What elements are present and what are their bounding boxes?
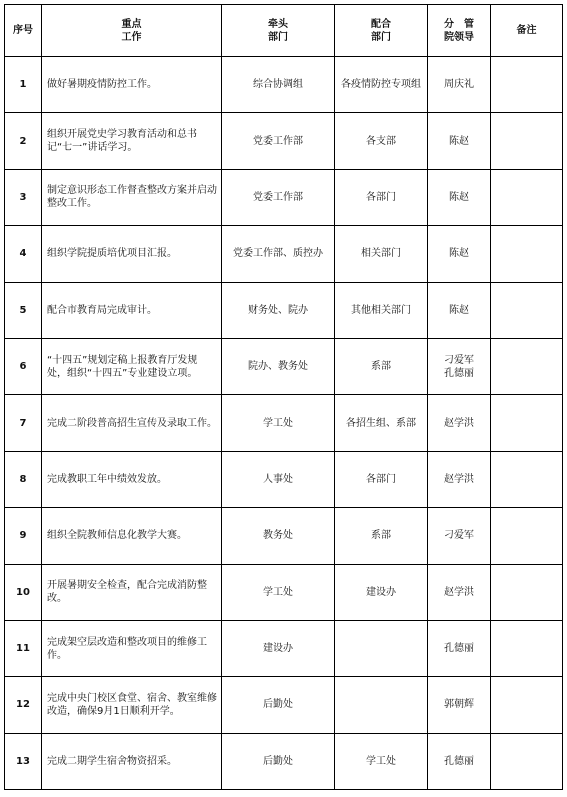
task-cell: 完成教职工年中绩效发放。: [42, 451, 222, 507]
leader-cell: [428, 57, 491, 113]
table-row: [5, 564, 563, 620]
lead-dept-cell: 党委工作部: [222, 113, 335, 169]
header-coop-dept: 配合 部门: [335, 5, 428, 57]
header-row: [5, 5, 563, 57]
leader-name: 陈赵: [449, 304, 469, 316]
row-number: 1: [5, 57, 42, 113]
header-leader: 分 管 院领导: [428, 5, 491, 57]
note-cell: [491, 451, 563, 507]
note-cell: [491, 282, 563, 338]
table-row: [5, 57, 563, 113]
coop-dept-cell: 各部门: [335, 451, 428, 507]
header-note: 备注: [491, 5, 563, 57]
header-task: 重点 工作: [42, 5, 222, 57]
table-row: [5, 338, 563, 394]
task-cell: 制定意识形态工作督查整改方案并启动整改工作。: [42, 169, 222, 225]
note-cell: [491, 226, 563, 282]
table-row: [5, 282, 563, 338]
coop-dept-cell: 建设办: [335, 564, 428, 620]
lead-dept-cell: 人事处: [222, 451, 335, 507]
row-number: 2: [5, 113, 42, 169]
leader-cell: [428, 395, 491, 451]
leader-name: 赵学洪: [444, 473, 474, 485]
row-number: 9: [5, 508, 42, 564]
leader-name: 孔德丽: [444, 367, 474, 379]
coop-dept-cell: 各支部: [335, 113, 428, 169]
leader-cell: [428, 226, 491, 282]
lead-dept-cell: 教务处: [222, 508, 335, 564]
note-cell: [491, 677, 563, 733]
coop-dept-cell: [335, 620, 428, 676]
leader-name: 刁爱军: [444, 530, 474, 542]
task-cell: 完成架空层改造和整改项目的维修工作。: [42, 620, 222, 676]
coop-dept-cell: 学工处: [335, 733, 428, 789]
task-cell: 做好暑期疫情防控工作。: [42, 57, 222, 113]
table-row: [5, 733, 563, 789]
task-cell: 组织学院提质培优项目汇报。: [42, 226, 222, 282]
table-row: [5, 113, 563, 169]
note-cell: [491, 169, 563, 225]
note-cell: [491, 57, 563, 113]
task-cell: “十四五”规划定稿上报教育厅发规处，组织“十四五”专业建设立项。: [42, 338, 222, 394]
leader-name: 周庆礼: [444, 79, 474, 91]
note-cell: [491, 508, 563, 564]
leader-name: 赵学洪: [444, 586, 474, 598]
coop-dept-cell: 各疫情防控专项组: [335, 57, 428, 113]
header-seq: 序号: [5, 5, 42, 57]
lead-dept-cell: 党委工作部: [222, 169, 335, 225]
table-row: [5, 620, 563, 676]
leader-name: 陈赵: [449, 191, 469, 203]
leader-name: 赵学洪: [444, 417, 474, 429]
note-cell: [491, 620, 563, 676]
lead-dept-cell: 学工处: [222, 564, 335, 620]
header-lead-dept: 牵头 部门: [222, 5, 335, 57]
leader-cell: [428, 338, 491, 394]
row-number: 3: [5, 169, 42, 225]
leader-cell: [428, 733, 491, 789]
task-cell: 配合市教育局完成审计。: [42, 282, 222, 338]
leader-name: 孔德丽: [444, 755, 474, 767]
leader-cell: [428, 451, 491, 507]
lead-dept-cell: 学工处: [222, 395, 335, 451]
leader-cell: [428, 564, 491, 620]
table-row: [5, 451, 563, 507]
lead-dept-cell: 院办、教务处: [222, 338, 335, 394]
leader-name: 刁爱军: [444, 354, 474, 366]
table-row: [5, 677, 563, 733]
leader-cell: [428, 169, 491, 225]
row-number: 7: [5, 395, 42, 451]
row-number: 4: [5, 226, 42, 282]
row-number: 8: [5, 451, 42, 507]
leader-cell: [428, 113, 491, 169]
note-cell: [491, 395, 563, 451]
leader-cell: [428, 508, 491, 564]
leader-name: 孔德丽: [444, 643, 474, 655]
coop-dept-cell: 各招生组、系部: [335, 395, 428, 451]
task-cell: 组织开展党史学习教育活动和总书记“七一”讲话学习。: [42, 113, 222, 169]
leader-name: 陈赵: [449, 135, 469, 147]
table-row: [5, 508, 563, 564]
task-cell: 完成二期学生宿舍物资招采。: [42, 733, 222, 789]
coop-dept-cell: 相关部门: [335, 226, 428, 282]
note-cell: [491, 564, 563, 620]
task-cell: 开展暑期安全检查，配合完成消防整改。: [42, 564, 222, 620]
lead-dept-cell: 财务处、院办: [222, 282, 335, 338]
lead-dept-cell: 党委工作部、质控办: [222, 226, 335, 282]
row-number: 6: [5, 338, 42, 394]
coop-dept-cell: 系部: [335, 508, 428, 564]
lead-dept-cell: 后勤处: [222, 677, 335, 733]
coop-dept-cell: 各部门: [335, 169, 428, 225]
lead-dept-cell: 综合协调组: [222, 57, 335, 113]
row-number: 12: [5, 677, 42, 733]
row-number: 11: [5, 620, 42, 676]
note-cell: [491, 733, 563, 789]
row-number: 10: [5, 564, 42, 620]
work-plan-table: [4, 4, 563, 790]
leader-cell: [428, 620, 491, 676]
leader-name: 郭朝辉: [444, 699, 474, 711]
note-cell: [491, 113, 563, 169]
task-cell: 组织全院教师信息化教学大赛。: [42, 508, 222, 564]
leader-name: 陈赵: [449, 248, 469, 260]
row-number: 5: [5, 282, 42, 338]
row-number: 13: [5, 733, 42, 789]
note-cell: [491, 338, 563, 394]
leader-cell: [428, 677, 491, 733]
table-row: [5, 226, 563, 282]
lead-dept-cell: 后勤处: [222, 733, 335, 789]
table-row: [5, 169, 563, 225]
coop-dept-cell: [335, 677, 428, 733]
coop-dept-cell: 其他相关部门: [335, 282, 428, 338]
leader-cell: [428, 282, 491, 338]
table-row: [5, 395, 563, 451]
coop-dept-cell: 系部: [335, 338, 428, 394]
task-cell: 完成二阶段普高招生宣传及录取工作。: [42, 395, 222, 451]
task-cell: 完成中央门校区食堂、宿舍、教室维修改造，确保9月1日顺利开学。: [42, 677, 222, 733]
lead-dept-cell: 建设办: [222, 620, 335, 676]
